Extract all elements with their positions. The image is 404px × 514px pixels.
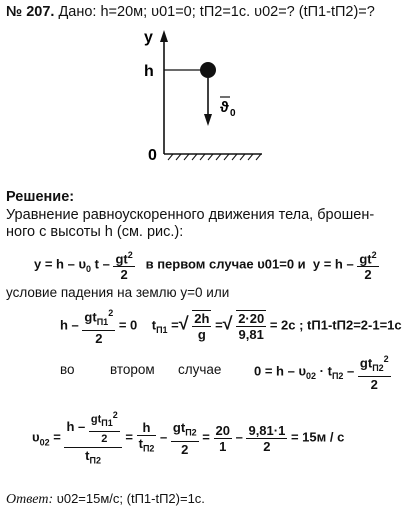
problem-number: № 207. bbox=[6, 4, 55, 20]
equation-1: $y = h - \upsilon_0$ t – $\frac{gt^2}{2}$ в первом случае υ01=0 и y = h – $\frac{gt^2}{2}$ bbox=[34, 250, 377, 283]
ground-hatching bbox=[168, 154, 261, 160]
y-axis-arrow bbox=[160, 30, 168, 42]
y-label: y bbox=[144, 29, 153, 46]
line4-a: во bbox=[60, 362, 75, 377]
velocity-sub: 0 bbox=[230, 108, 236, 119]
given-text: Дано: h=20м; υ01=0; tП2=1с. υ02=? (tП1-tП2)=? bbox=[58, 4, 375, 20]
equation-4: $\upsilon_{02}$ = h – $\frac{gt_{П1}^2}{2}$ $t_{П2}$ = $\frac{h}{t_{П2}}$ – $\frac{gt_{П2}}{2}$ = $\frac{20}{1}$ – $\frac{9,81\cdot 1}{2}$ = 15м / с bbox=[32, 410, 345, 466]
answer-text: υ02=15м/с; (tП1-tП2)=1с. bbox=[56, 491, 205, 506]
equation-3: $0 = h - \upsilon_{02} \cdot t_{П2}$ – $\frac{gt_{П2}^2}{2}$ bbox=[254, 354, 389, 392]
velocity-arrowhead bbox=[204, 114, 212, 126]
fraction-gt2-over-2-b: $\frac{gt^2}{2}$ bbox=[359, 250, 377, 283]
line4-c: случае bbox=[178, 362, 222, 377]
velocity-label: ϑ bbox=[220, 99, 229, 116]
line4-b: втором bbox=[110, 362, 155, 377]
answer-label: Ответ: bbox=[6, 492, 54, 507]
h-label: h bbox=[144, 63, 154, 80]
fraction-gt2-over-2: $\frac{gt^2}{2}$ bbox=[115, 250, 133, 283]
equation-2: h – $\frac{gt_{П1}^2}{2}$ = 0 $t_{П1}$ =√ $\frac{2h}{g}$ =√ $\frac{2\cdot 20}{9,81}$ = 2с ; tП1-tП2=2-1=1с bbox=[60, 308, 402, 346]
solution-line-1: Уравнение равноускоренного движения тела, брошен- bbox=[6, 207, 375, 223]
answer bbox=[6, 491, 205, 508]
fall-diagram bbox=[0, 0, 404, 190]
origin-label: 0 bbox=[148, 147, 157, 164]
solution-line-3: условие падения на землю y=0 или bbox=[6, 285, 230, 300]
ball bbox=[200, 62, 216, 78]
solution-line-2: ного с высоты h (см. рис.): bbox=[6, 224, 184, 240]
solution-heading: Решение: bbox=[6, 189, 75, 205]
